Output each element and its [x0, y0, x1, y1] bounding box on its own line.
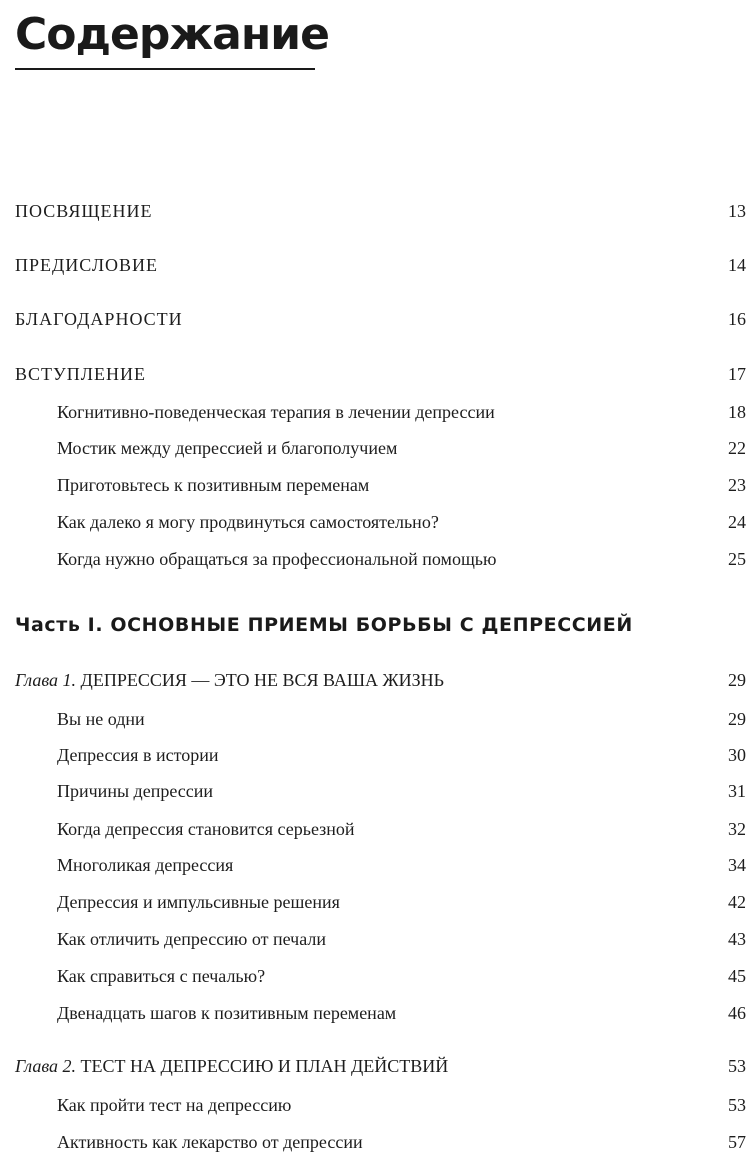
toc-entry-label: Когда нужно обращаться за профессиональной помощью: [57, 549, 497, 569]
toc-page-number: 18: [728, 402, 746, 422]
toc-page-number: 31: [728, 781, 746, 801]
toc-subentry[interactable]: [57, 396, 746, 423]
toc-subentry[interactable]: [57, 543, 746, 570]
chapter-prefix: Глава 1.: [15, 670, 77, 690]
toc-entry-label: Причины депрессии: [57, 781, 214, 801]
toc-page-number: 23: [728, 475, 746, 495]
toc-page-number: 32: [728, 819, 746, 839]
toc-page-number: 16: [728, 309, 746, 329]
toc-page-number: 14: [728, 255, 746, 275]
toc-entry-label: Когда депрессия становится серьезной: [57, 819, 355, 839]
toc-page-number: 22: [728, 438, 746, 458]
toc-page-number: 42: [728, 892, 746, 912]
toc-entry-label: Когнитивно-поведенческая терапия в лечении депрессии: [57, 402, 495, 422]
dot-leader: [153, 703, 718, 725]
dot-leader: [166, 249, 718, 271]
toc-page-number: 57: [728, 1132, 746, 1152]
toc-entry-dedication[interactable]: [15, 195, 746, 222]
toc-entry-label: Двенадцать шагов к позитивным переменам: [57, 1003, 397, 1023]
toc-subentry[interactable]: [57, 739, 746, 766]
dot-leader: [452, 664, 718, 686]
toc-chapter-label: [15, 669, 444, 691]
toc-page-number: 29: [728, 709, 746, 729]
toc-subentry[interactable]: [57, 432, 746, 459]
toc-entry-label: ВСТУПЛЕНИЕ: [15, 364, 146, 384]
toc-page-number: 30: [728, 745, 746, 765]
dot-leader: [191, 303, 718, 325]
toc-page-number: 29: [728, 670, 746, 690]
toc-page-number: 53: [728, 1056, 746, 1076]
toc-subentry[interactable]: [57, 469, 746, 496]
toc-entry-preface[interactable]: [15, 249, 746, 276]
toc-chapter-1[interactable]: [15, 664, 746, 691]
toc-page-number: 24: [728, 512, 746, 532]
toc-page-number: 43: [728, 929, 746, 949]
toc-subentry[interactable]: [57, 886, 746, 913]
toc-entry-acknowledgements[interactable]: [15, 303, 746, 330]
title-underline: [15, 68, 315, 70]
dot-leader: [226, 739, 718, 761]
toc-subentry[interactable]: [57, 960, 746, 987]
dot-leader: [334, 923, 718, 945]
toc-entry-label: ПРЕДИСЛОВИЕ: [15, 255, 159, 275]
toc-entry-label: Как пройти тест на депрессию: [57, 1095, 292, 1115]
toc-chapter-2[interactable]: [15, 1050, 746, 1077]
toc-subentry[interactable]: [57, 703, 746, 730]
toc-page-number: 13: [728, 201, 746, 221]
toc-subentry[interactable]: [57, 849, 746, 876]
toc-subentry[interactable]: [57, 506, 746, 533]
dot-leader: [241, 849, 718, 871]
toc-subentry[interactable]: [57, 813, 746, 840]
toc-entry-label: Депрессия и импульсивные решения: [57, 892, 340, 912]
toc-entry-introduction[interactable]: [15, 358, 746, 385]
toc-entry-label: Как далеко я могу продвинуться самостоятельно?: [57, 512, 439, 532]
toc-page-number: 53: [728, 1095, 746, 1115]
dot-leader: [371, 1126, 718, 1148]
toc-subentry[interactable]: [57, 775, 746, 802]
toc-entry-label: Как справиться с печалью?: [57, 966, 266, 986]
toc-entry-label: Мостик между депрессией и благополучием: [57, 438, 398, 458]
dot-leader: [299, 1089, 718, 1111]
toc-entry-label: БЛАГОДАРНОСТИ: [15, 309, 183, 329]
toc-entry-label: Как отличить депрессию от печали: [57, 929, 326, 949]
toc-subentry[interactable]: [57, 997, 746, 1024]
dot-leader: [504, 543, 718, 565]
toc-page-number: 25: [728, 549, 746, 569]
toc-entry-label: ПОСВЯЩЕНИЕ: [15, 201, 153, 221]
dot-leader: [348, 886, 718, 908]
toc-entry-label: Активность как лекарство от депрессии: [57, 1132, 363, 1152]
toc-entry-label: Вы не одни: [57, 709, 145, 729]
toc-page-number: 34: [728, 855, 746, 875]
dot-leader: [503, 396, 718, 418]
toc-subentry[interactable]: [57, 1126, 746, 1153]
chapter-title: ТЕСТ НА ДЕПРЕССИЮ И ПЛАН ДЕЙСТВИЙ: [80, 1056, 449, 1076]
dot-leader: [273, 960, 718, 982]
dot-leader: [363, 813, 718, 835]
dot-leader: [377, 469, 718, 491]
toc-subentry[interactable]: [57, 1089, 746, 1116]
page-title: Содержание: [15, 9, 329, 60]
toc-page-number: 17: [728, 364, 746, 384]
chapter-prefix: Глава 2.: [15, 1056, 77, 1076]
part-heading: Часть I. ОСНОВНЫЕ ПРИЕМЫ БОРЬБЫ С ДЕПРЕССИЕЙ: [15, 614, 633, 636]
dot-leader: [221, 775, 718, 797]
dot-leader: [154, 358, 718, 380]
dot-leader: [405, 432, 718, 454]
dot-leader: [404, 997, 718, 1019]
toc-entry-label: Депрессия в истории: [57, 745, 219, 765]
dot-leader: [447, 506, 718, 528]
dot-leader: [161, 195, 719, 217]
toc-entry-label: Приготовьтесь к позитивным переменам: [57, 475, 370, 495]
toc-page-number: 46: [728, 1003, 746, 1023]
toc-subentry[interactable]: [57, 923, 746, 950]
dot-leader: [456, 1050, 718, 1072]
toc-entry-label: Многоликая депрессия: [57, 855, 234, 875]
toc-page-number: 45: [728, 966, 746, 986]
toc-chapter-label: [15, 1055, 448, 1077]
chapter-title: ДЕПРЕССИЯ — ЭТО НЕ ВСЯ ВАША ЖИЗНЬ: [80, 670, 445, 690]
